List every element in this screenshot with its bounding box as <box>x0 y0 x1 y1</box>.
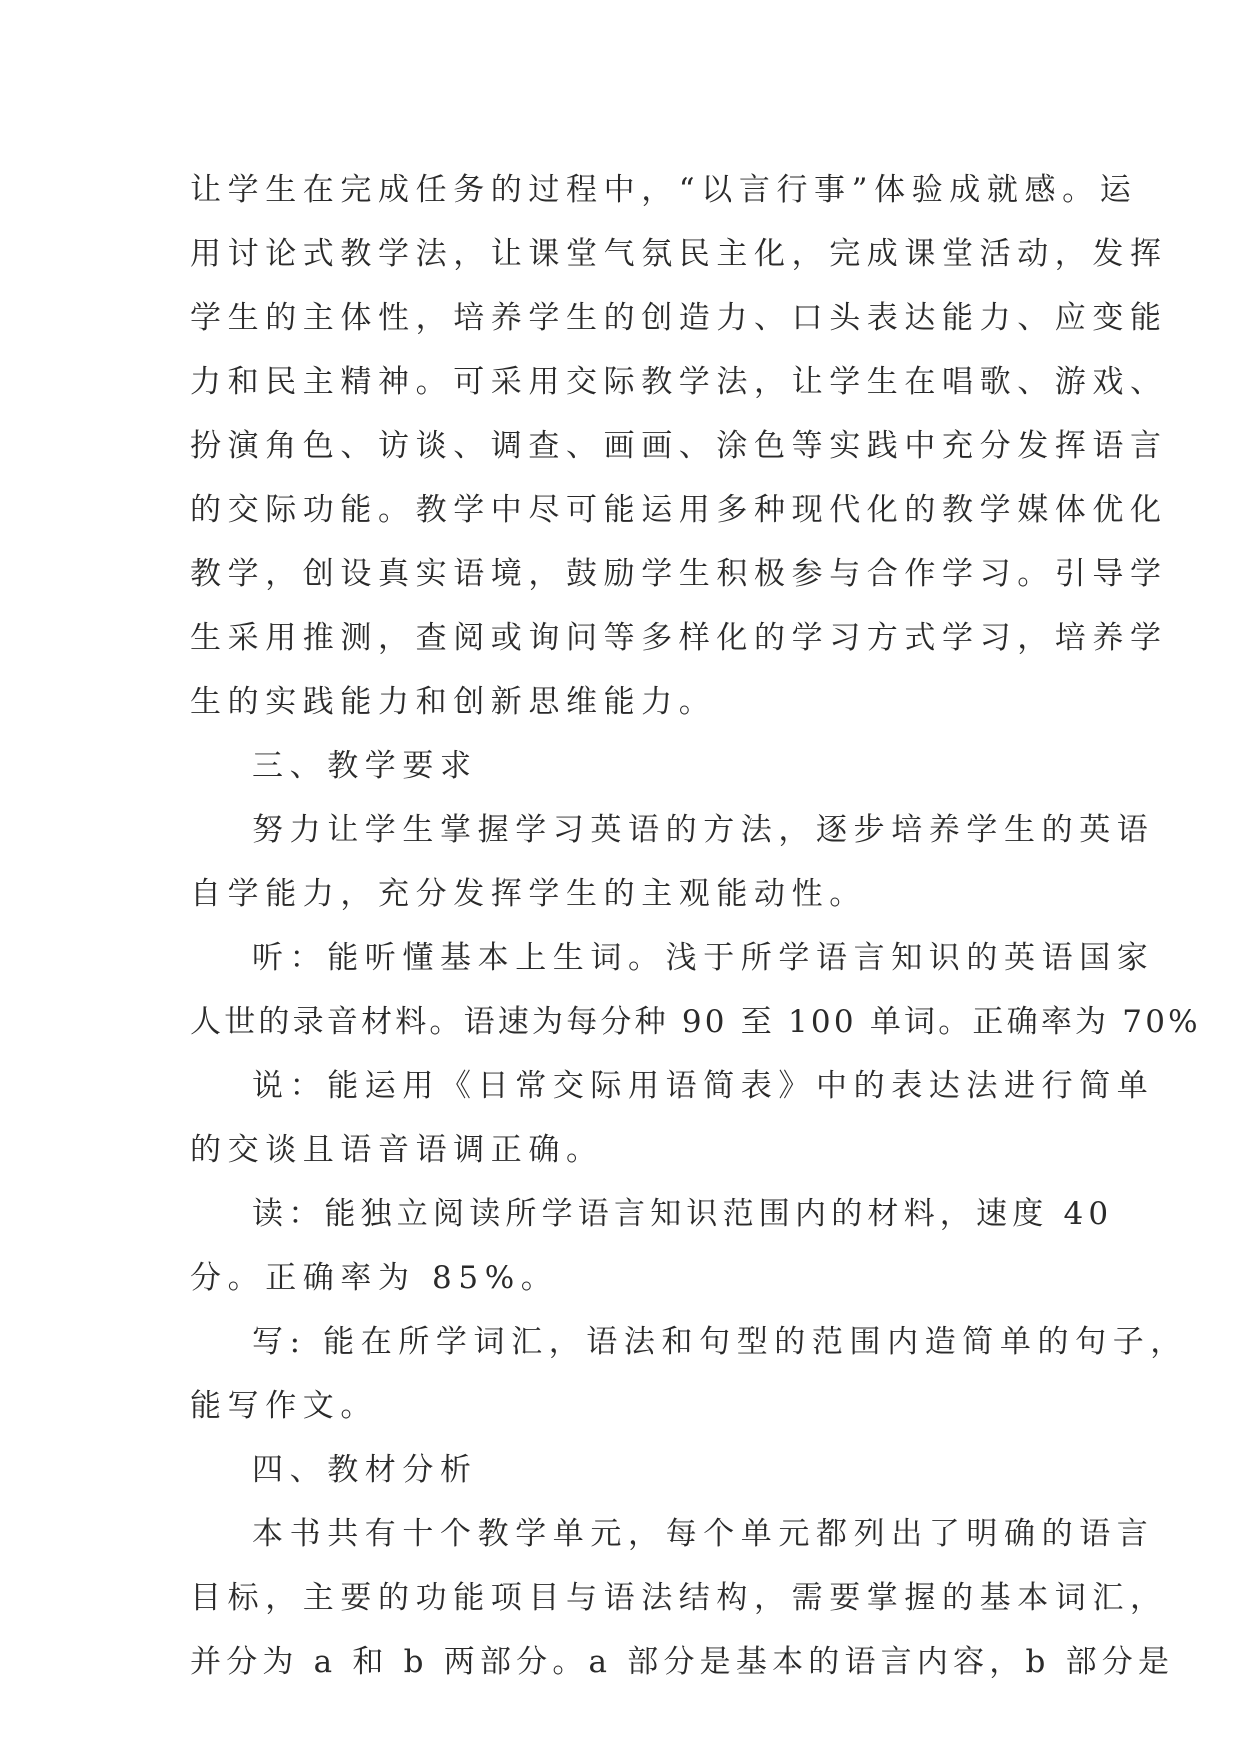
paragraph-line: 扮演角色、访谈、调查、画画、涂色等实践中充分发挥语言 <box>190 428 1168 464</box>
paragraph-line: 生的实践能力和创新思维能力。 <box>190 684 717 720</box>
paragraph-line: 自学能力，充分发挥学生的主观能动性。 <box>190 876 867 912</box>
paragraph-line: 能写作文。 <box>190 1388 378 1424</box>
paragraph-line: 的交谈且语音语调正确。 <box>190 1132 604 1168</box>
paragraph-line: 读：能独立阅读所学语言知识范围内的材料，速度 40 <box>252 1196 1114 1232</box>
paragraph-line: 用讨论式教学法，让课堂气氛民主化，完成课堂活动，发挥 <box>190 236 1168 272</box>
document-body <box>190 158 1201 1694</box>
paragraph-line: 让学生在完成任务的过程中，“以言行事”体验成就感。运 <box>190 172 1138 208</box>
paragraph-line: 力和民主精神。可采用交际教学法，让学生在唱歌、游戏、 <box>190 364 1168 400</box>
paragraph-line: 本书共有十个教学单元，每个单元都列出了明确的语言 <box>252 1516 1155 1552</box>
paragraph-line: 并分为 a 和 b 两部分。a 部分是基本的语言内容，b 部分是 <box>190 1644 1175 1680</box>
paragraph-line: 生采用推测，查阅或询问等多样化的学习方式学习，培养学 <box>190 620 1168 656</box>
section-heading: 四、教材分析 <box>252 1452 478 1488</box>
paragraph-line: 说：能运用《日常交际用语简表》中的表达法进行简单 <box>252 1068 1155 1104</box>
paragraph-line: 分。正确率为 85%。 <box>190 1260 559 1296</box>
paragraph-line: 听：能听懂基本上生词。浅于所学语言知识的英语国家 <box>252 940 1155 976</box>
paragraph-line: 努力让学生掌握学习英语的方法，逐步培养学生的英语 <box>252 812 1155 848</box>
paragraph-line: 目标，主要的功能项目与语法结构，需要掌握的基本词汇， <box>190 1580 1168 1616</box>
paragraph-line: 的交际功能。教学中尽可能运用多种现代化的教学媒体优化 <box>190 492 1168 528</box>
paragraph-line: 教学，创设真实语境，鼓励学生积极参与合作学习。引导学 <box>190 556 1168 592</box>
paragraph-line: 学生的主体性，培养学生的创造力、口头表达能力、应变能 <box>190 300 1168 336</box>
paragraph-line: 写: 能在所学词汇，语法和句型的范围内造简单的句子， <box>252 1324 1188 1360</box>
section-heading: 三、教学要求 <box>252 748 478 784</box>
paragraph-line: 人世的录音材料。语速为每分种 90 至 100 单词。正确率为 70% <box>190 1004 1201 1040</box>
